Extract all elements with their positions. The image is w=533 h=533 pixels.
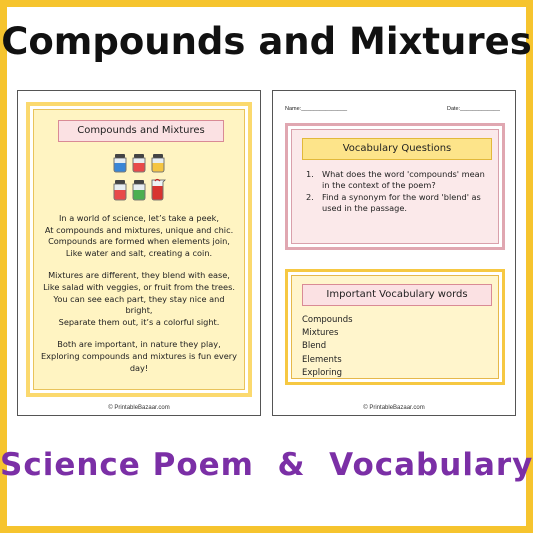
- poem-line: Separate them out, it’s a colorful sight.: [58, 316, 220, 327]
- poem-stanza: [40, 213, 238, 259]
- question-item: [306, 169, 492, 192]
- copyright-text: © PrintableBazaar.com: [108, 405, 170, 411]
- date-field-label: Date:_____________: [447, 106, 500, 112]
- copyright-text: © PrintableBazaar.com: [363, 405, 425, 411]
- name-field-label: Name:_______________: [285, 106, 348, 112]
- beakers-illustration: [34, 152, 244, 208]
- vocabulary-word: Exploring: [302, 367, 342, 378]
- poem-line: Like water and salt, creating a coin.: [65, 247, 213, 258]
- vocabulary-word: Elements: [302, 354, 342, 365]
- product-title: Compounds and Mixtures: [1, 20, 532, 63]
- product-subtitle: Science Poem & Vocabulary: [0, 447, 533, 483]
- poem-heading: Compounds and Mixtures: [58, 120, 224, 142]
- vocabulary-word: Mixtures: [302, 328, 339, 339]
- vocabulary-words-box: [285, 269, 505, 385]
- questions-heading: Vocabulary Questions: [302, 138, 492, 160]
- poem-line: Compounds are formed when elements join,: [48, 236, 230, 247]
- questions-box: [285, 123, 505, 250]
- question-item: [306, 192, 492, 215]
- vocabulary-word: Blend: [302, 341, 327, 352]
- vocabulary-footer: [273, 405, 515, 411]
- beakers-icon: [111, 152, 167, 206]
- poem-sheet: [17, 90, 261, 416]
- poem-line: Like salad with veggies, or fruit from the trees.: [43, 281, 235, 292]
- poem-line: Both are important, in nature they play,: [57, 339, 221, 350]
- poem-line: Mixtures are different, they blend with ease,: [48, 270, 230, 281]
- poem-line: Exploring compounds and mixtures is fun every day!: [41, 350, 237, 373]
- poem-frame: [26, 102, 252, 397]
- vocabulary-words-panel: [291, 275, 499, 379]
- questions-panel: [291, 129, 499, 244]
- vocabulary-sheet: [272, 90, 516, 416]
- poem-line: In a world of science, let’s take a peek,: [58, 213, 220, 223]
- vocabulary-words-list: [302, 314, 353, 380]
- question-number: 2.: [306, 191, 314, 202]
- poem-line: At compounds and mixtures, unique and chic.: [44, 224, 234, 235]
- poem-body: [40, 213, 238, 385]
- question-number: 1.: [306, 169, 314, 179]
- poem-stanza: [40, 339, 238, 374]
- poem-footer: [18, 405, 260, 411]
- question-text: What does the word 'compounds' mean in the context of the poem?: [322, 169, 485, 191]
- question-text: Find a synonym for the word 'blend' as used in the passage.: [322, 191, 481, 214]
- vocabulary-word: Compounds: [302, 315, 353, 325]
- poem-stanza: [40, 270, 238, 328]
- questions-list: [306, 169, 492, 215]
- vocabulary-words-heading: Important Vocabulary words: [302, 284, 492, 306]
- poem-panel: [33, 109, 245, 390]
- poem-line: You can see each part, they stay nice and bright,: [53, 293, 225, 316]
